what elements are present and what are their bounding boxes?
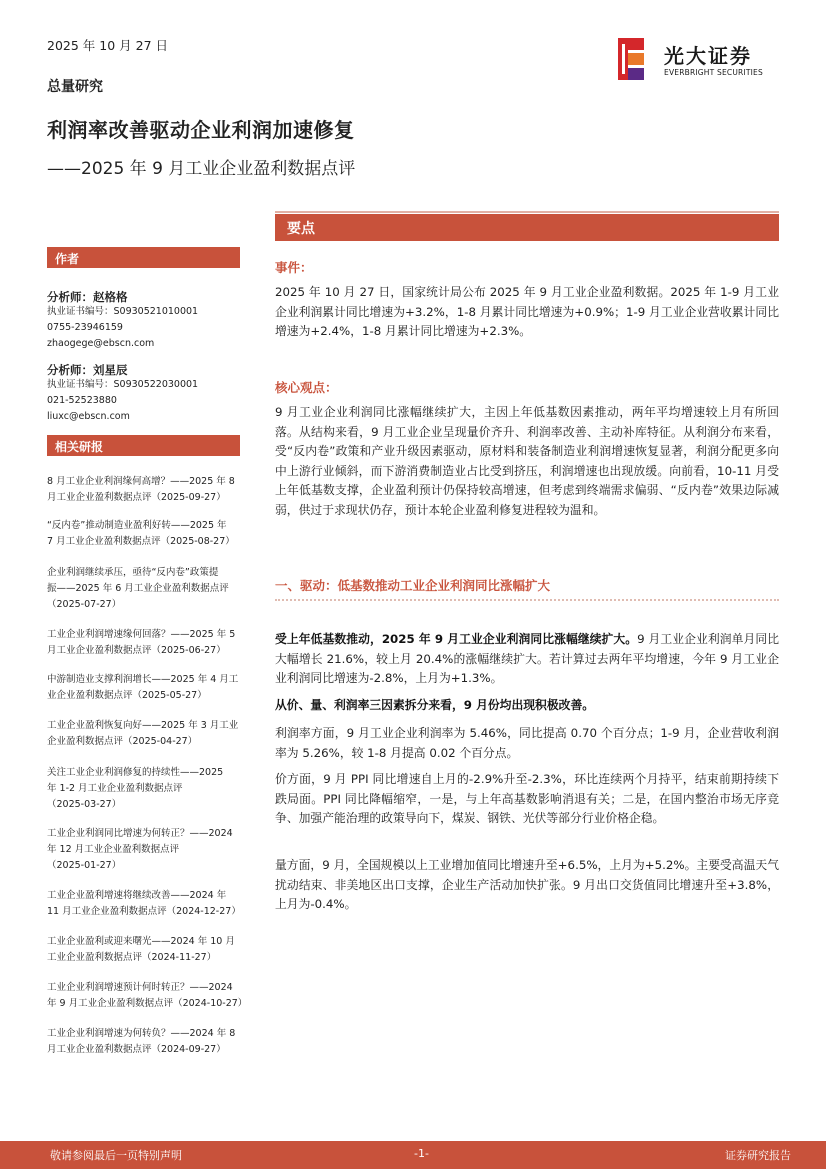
- paragraph-body: 9 月工业企业利润单月同比大幅增长 21.6%，较上月 20.4%的涨幅继续扩大。若计算过去两年平均增速，今年 9 月工业企业利润同比增速为-2.8%，上月为+1.3%。: [275, 632, 779, 685]
- related-report-item[interactable]: 8 月工业企业利润缘何高增？——2025 年 8 月工业企业盈利数据点评（2025-09-27）: [47, 476, 235, 503]
- related-report-item[interactable]: 关注工业企业利润修复的持续性——2025 年 1-2 月工业企业盈利数据点评 （2025-03-27）: [47, 767, 224, 810]
- related-report-item[interactable]: “反内卷”推动制造业盈利好转——2025 年 7 月工业企业盈利数据点评（2025-08-27）: [47, 520, 235, 547]
- report-title: 利润率改善驱动企业利润加速修复: [47, 118, 355, 142]
- key-points-bar: 要点: [275, 214, 779, 241]
- related-reports-bar: 相关研报: [47, 435, 240, 456]
- analyst-license: 执业证书编号：S0930522030001: [47, 379, 199, 390]
- paragraph-price: 价方面，9 月 PPI 同比增速自上月的-2.9%升至-2.3%，环比连续两个月持平，结束前期持续下跌局面。PPI 同比降幅缩窄，一是，与上年高基数影响消退有关；二是，在国内整治市场无序竞争、加强产能治理的政策导向下，煤炭、钢铁、光伏等部分行业价格企稳。: [275, 772, 779, 825]
- related-report-item[interactable]: 中游制造业支撑利润增长——2025 年 4 月工 业企业盈利数据点评（2025-05-27）: [47, 674, 239, 701]
- event-paragraph: 2025 年 10 月 27 日，国家统计局公布 2025 年 9 月工业企业盈利数据。2025 年 1-9 月工业企业利润累计同比增速为+3.2%，1-8 月累计同比增速为+0.9%；1-9 月工业企业营收累计同比增速为+2.4%，1-8 月累计同比增速为+2.3%。: [275, 285, 779, 338]
- paragraph-lead: 从价、量、利润率三因素拆分来看，9 月份均出现积极改善。: [275, 698, 595, 712]
- page-number: -1-: [414, 1147, 429, 1160]
- report-subtitle: ——2025 年 9 月工业企业盈利数据点评: [47, 159, 356, 179]
- related-report-item[interactable]: 工业企业盈利或迎来曙光——2024 年 10 月 工业企业盈利数据点评（2024-11-27）: [47, 936, 235, 963]
- report-category: 总量研究: [47, 79, 103, 95]
- event-heading: 事件：: [275, 260, 313, 275]
- paragraph-base-effect: [275, 630, 779, 689]
- paragraph-lead: 受上年低基数推动，2025 年 9 月工业企业利润同比涨幅继续扩大。: [275, 632, 638, 646]
- related-report-item[interactable]: 工业企业利润增速为何转负？——2024 年 8 月工业企业盈利数据点评（2024-09-27）: [47, 1028, 236, 1055]
- page-footer: [0, 1141, 826, 1169]
- analyst-license: 执业证书编号：S0930521010001: [47, 306, 199, 317]
- core-view-paragraph: 9 月工业企业利润同比涨幅继续扩大，主因上年低基数因素推动，两年平均增速较上月有所回落。从结构来看，9 月工业企业呈现量价齐升、利润率改善、主动补库特征。从利润分布来看，受“反内卷”政策和产业升级因素驱动，原材料和装备制造业利润增速恢复显著，利润分配更多向中上游行业倾斜，而下游消费制造业占比受到挤压，利润增速也出现放缓。向前看，10-11 月受上年低基数支撑，企业盈利预计仍保持较高增速，但考虑到终端需求偏弱、“反内卷”效果边际减弱，供过于求现状仍存，预计本轮企业盈利修复进程较为温和。: [275, 405, 779, 517]
- analyst-phone: 0755-23946159: [47, 322, 123, 333]
- logo-english: EVERBRIGHT SECURITIES: [664, 68, 763, 77]
- paragraph-three-factor: [275, 696, 779, 716]
- analyst-phone: 021-52523880: [47, 395, 117, 406]
- analyst-email[interactable]: zhaogege@ebscn.com: [47, 338, 155, 349]
- everbright-logo-icon: [618, 38, 644, 80]
- paragraph-volume: 量方面，9 月，全国规模以上工业增加值同比增速升至+6.5%，上月为+5.2%。主要受高温天气扰动结束、非美地区出口支撑，企业生产活动加快扩张。9 月出口交货值同比增速升至+3.8%，上月为-0.4%。: [275, 858, 779, 911]
- section-1-heading: [275, 571, 779, 601]
- logo-name: 光大证券: [664, 44, 752, 68]
- analyst-name: 分析师：赵格格: [47, 290, 128, 304]
- analyst-name: 分析师：刘星辰: [47, 363, 128, 377]
- everbright-logo: [618, 38, 788, 80]
- related-report-item[interactable]: 工业企业盈利恢复向好——2025 年 3 月工业 企业盈利数据点评（2025-04-27）: [47, 720, 239, 747]
- related-report-item[interactable]: 企业利润继续承压，亟待“反内卷”政策提 振——2025 年 6 月工业企业盈利数据点评 （2025-07-27）: [47, 567, 229, 610]
- related-report-item[interactable]: 工业企业利润增速缘何回落？——2025 年 5 月工业企业盈利数据点评（2025-06-27）: [47, 629, 236, 656]
- analyst-info: [47, 304, 198, 352]
- related-report-item[interactable]: 工业企业利润增速预计何时转正？——2024 年 9 月工业企业盈利数据点评（2024-10-27）: [47, 982, 248, 1009]
- disclaimer-link[interactable]: 敬请参阅最后一页特别声明: [50, 1149, 182, 1162]
- core-view-heading: 核心观点：: [275, 380, 338, 395]
- analyst-email[interactable]: liuxc@ebscn.com: [47, 411, 130, 422]
- author-section-bar: 作者: [47, 247, 240, 268]
- related-report-item[interactable]: 工业企业利润同比增速为何转正？——2024 年 12 月工业企业盈利数据点评 （2025-01-27）: [47, 828, 233, 871]
- section-1-title: 一、驱动：低基数推动工业企业利润同比涨幅扩大: [275, 578, 551, 593]
- report-type: 证券研究报告: [725, 1149, 791, 1162]
- report-date: 2025 年 10 月 27 日: [47, 38, 168, 53]
- analyst-info: [47, 377, 198, 425]
- related-report-item[interactable]: 工业企业盈利增速将继续改善——2024 年 11 月工业企业盈利数据点评（2024-12-27）: [47, 890, 241, 917]
- paragraph-margin: 利润率方面，9 月工业企业利润率为 5.46%，同比提高 0.70 个百分点；1-9 月，企业营收利润率为 5.26%，较 1-8 月提高 0.02 个百分点。: [275, 726, 779, 760]
